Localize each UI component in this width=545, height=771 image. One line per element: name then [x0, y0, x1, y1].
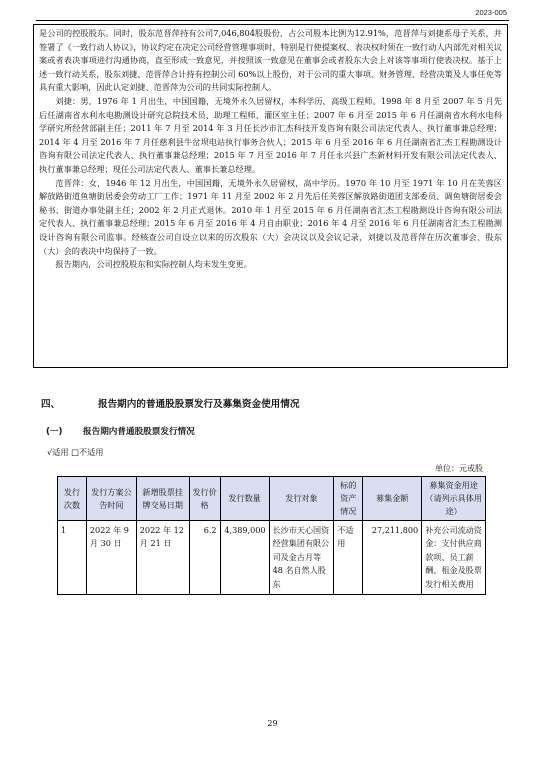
cell-fund-usage: 补充公司流动资金：支付供应商款项、员工薪酬、租金及股票发行相关费用: [422, 521, 486, 595]
subsection-1-heading: [46, 425, 195, 437]
controller-paragraph-fanjinping: 范晋萍：女，1946 年 12 月出生，中国国籍，无境外永久居留权，高中学历。1970 年 10 月至 1971 年 10 月在芙蓉区解放路街道鱼塘街居委会劳动工厂工作；1971 年 11 月至 2002 年 2 月先后任芙蓉区解放路街道团支部委员、调鱼塘街居委会秘书、街道办事处副主任；2002 年 2 月正式退休。2010 年 1 月至 2015 年 6 月任湖南省汇杰工程勘测设计咨询有限公司法定代表人、执行董事兼总经理；2015 年 6 月至 2016 年 4 月自由职业；2016 年 4 月至 2016 年 6 月任湖南省汇杰工程勘测设计咨询有限公司监事。经核查公司自设立以来的历次股东（大）会决议以及会议记录，刘捷以及范晋萍在历次董事会、股东（大）会的表决中均保持了一致。: [39, 177, 502, 256]
page-number: 29: [267, 719, 278, 728]
header-fund-usage: 募集资金用途（请列示具体用途）: [422, 477, 486, 521]
header-issue-price: 发行价格: [189, 477, 220, 521]
cell-announce-date: 2022 年 9 月 30 日: [86, 521, 136, 595]
cell-listing-date: 2022 年 12 月 21 日: [136, 521, 189, 595]
controller-paragraph-liujie: 刘捷：男，1976 年 1 月出生，中国国籍，无境外永久居留权，本科学历，高级工程师。1998 年 8 月至 2007 年 5 月先后任湖南省水利水电勘测设计研究总院技术员、助理工程师、灌区室主任；2007 年 6 月至 2015 年 6 月任湖南省水利水电科学研究所经营部副主任；2011 年 7 月至 2014 年 3 月任长沙市汇杰科技开发咨询有限公司法定代表人、执行董事兼总经理；2014 年 4 月至 2016 年 7 月任慈利县牛岔坝电站执行事务合伙人；2015 年 6 月至 2016 年 6 月任湖南省汇杰工程勘测设计咨询有限公司法定代表人、执行董事兼总经理；2015 年 7 月至 2016 年 7 月任永兴县广杰新材料开发有限公司法定代表人、执行董事兼总经理；现任公司法定代表人、董事长兼总经理。: [39, 95, 502, 174]
section-4-heading: [41, 396, 300, 410]
header-issue-count: 发行次数: [58, 477, 87, 521]
table-header-row: [58, 477, 486, 521]
header-issue-quantity: 发行数量: [220, 477, 269, 521]
section-4-title: 报告期内的普通股股票发行及募集资金使用情况: [98, 399, 300, 410]
controller-paragraph-1: 是公司的控股股东。同时，股东范晋萍持有公司7,046,804股股份，占公司股本比例为12.91%，范晋萍与刘捷系母子关系，并签署了《一致行动人协议》，协议约定在决定公司经营管理事项时，特别是行使提案权、表决权时须在一致行动人内部先对相关议案或者表决事项进行沟通协商，直至形成一致意见，并按照该一致意见在董事会或者股东大会上对该等事项行使表决权。基于上述一致行动关系，股东刘捷、范晋萍合计持有控制公司 60%以上股份，对于公司的重大事项、财务管理、经营决策及人事任免等具有重大影响，因此认定刘捷、范晋萍为公司的共同实际控制人。: [39, 28, 502, 93]
cell-issue-quantity: 4,389,000: [220, 521, 269, 595]
applicability-checkbox: √适用 □不适用: [47, 447, 104, 457]
subsection-1-title: 报告期内普通股股票发行情况: [83, 427, 195, 437]
controller-paragraph-change: 报告期内，公司控股股东和实际控制人均未发生变更。: [55, 259, 252, 270]
header-listing-date: 新增股票挂牌交易日期: [136, 477, 189, 521]
cell-raised-amount: 27,211,800: [363, 521, 422, 595]
header-announce-date: 发行方案公告时间: [86, 477, 136, 521]
cell-issue-price: 6.2: [189, 521, 220, 595]
cell-issue-target: 长沙市天心国资经营集团有限公司及金古月等 48 名自然人股东: [269, 521, 334, 595]
header-raised-amount: 募集金额: [363, 477, 422, 521]
section-4-number: 四、: [41, 399, 61, 410]
header-issue-target: 发行对象: [269, 477, 334, 521]
header-divider: [36, 20, 509, 21]
subsection-1-number: (一): [46, 427, 63, 437]
document-id: 2023-005: [475, 8, 507, 17]
unit-label: 单位：元或股: [435, 464, 483, 473]
controller-info-box: [33, 24, 508, 368]
stock-issuance-table: [57, 476, 486, 595]
header-underlying-assets: 标的资产情况: [334, 477, 363, 521]
table-row: [58, 521, 486, 595]
cell-underlying-assets: 不适用: [334, 521, 363, 595]
cell-issue-count: 1: [58, 521, 87, 595]
